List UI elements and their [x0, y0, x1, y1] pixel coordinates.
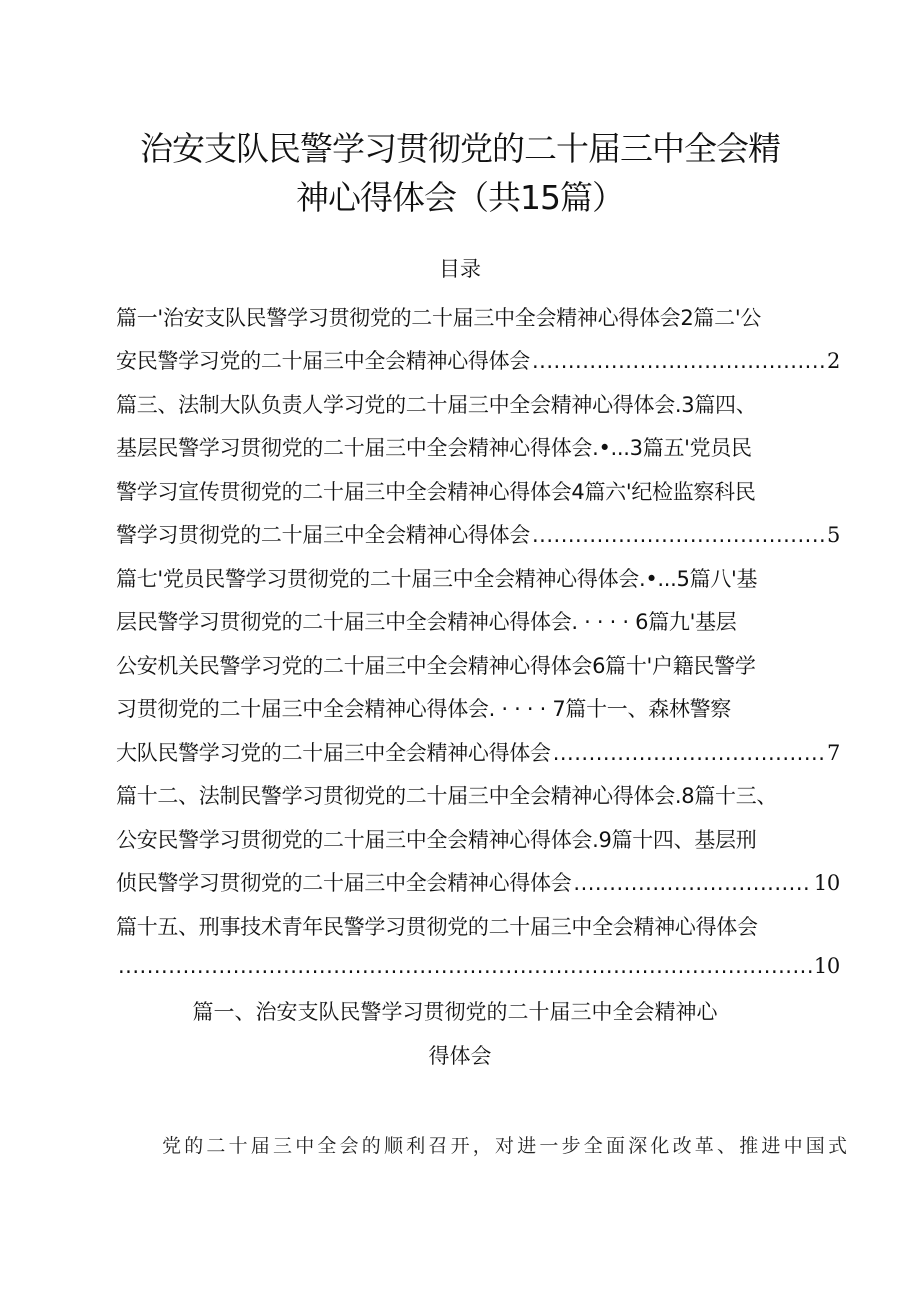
toc-page-number: 2: [826, 349, 840, 373]
toc-page-number: 10: [813, 954, 840, 978]
toc-entry-text: 安民警学习党的二十届三中全会精神心得体会: [116, 349, 530, 373]
toc-line: 篇七'党员民警学习贯彻党的二十届三中全会精神心得体会.•...5篇八'基: [116, 567, 758, 591]
toc-line: 习贯彻党的二十届三中全会精神心得体会. · · · · 7篇十一、森林警察: [116, 697, 732, 721]
toc-page-number: 10: [813, 871, 840, 895]
toc-line: 公安民警学习贯彻党的二十届三中全会精神心得体会.9篇十四、基层刑: [116, 828, 757, 852]
toc-line: 基层民警学习贯彻党的二十届三中全会精神心得体会.•...3篇五'党员民: [116, 436, 752, 460]
toc-line: 篇十二、法制民警学习贯彻党的二十届三中全会精神心得体会.8篇十三、: [116, 784, 778, 808]
section-title-line1: 篇一、治安支队民警学习贯彻党的二十届三中全会精神心: [192, 1000, 718, 1024]
toc-heading: 目录: [439, 257, 481, 281]
toc-line: 层民警学习贯彻党的二十届三中全会精神心得体会. · · · · 6篇九'基层: [116, 610, 737, 634]
toc-page-number: 5: [826, 523, 840, 547]
toc-leader-dots: [118, 954, 812, 978]
toc-leader-dots: [573, 871, 811, 895]
toc-line: [116, 519, 840, 549]
toc-entry-text: 侦民警学习贯彻党的二十届三中全会精神心得体会: [116, 871, 572, 895]
toc-line: 警学习宣传贯彻党的二十届三中全会精神心得体会4篇六'纪检监察科民: [116, 480, 756, 504]
toc-line: [116, 954, 840, 978]
toc-line: [116, 345, 840, 375]
toc-leader-dots: [532, 349, 825, 373]
toc-page-number: 7: [826, 741, 840, 765]
toc-line: 篇三、法制大队负责人学习党的二十届三中全会精神心得体会.3篇四、: [116, 393, 757, 417]
section-title-line2: 得体会: [428, 1044, 492, 1068]
toc-line: [116, 867, 840, 897]
toc-line: 篇十五、刑事技术青年民警学习贯彻党的二十届三中全会精神心得体会: [116, 915, 758, 939]
toc-line: 篇一'治安支队民警学习贯彻党的二十届三中全会精神心得体会2篇二'公: [116, 306, 762, 330]
toc-leader-dots: [532, 523, 825, 547]
toc-line: [116, 737, 840, 767]
toc-entry-text: 警学习贯彻党的二十届三中全会精神心得体会: [116, 523, 530, 547]
toc-entry-text: 大队民警学习党的二十届三中全会精神心得体会: [116, 741, 551, 765]
document-title-line1: 治安支队民警学习贯彻党的二十届三中全会精: [140, 129, 780, 168]
document-title-line2: 神心得体会（共15篇）: [296, 178, 624, 217]
toc-line: 公安机关民警学习党的二十届三中全会精神心得体会6篇十'户籍民警学: [116, 654, 756, 678]
body-paragraph: 党的二十届三中全会的顺利召开，对进一步全面深化改革、推进中国式: [162, 1135, 851, 1157]
toc-leader-dots: [553, 741, 825, 765]
